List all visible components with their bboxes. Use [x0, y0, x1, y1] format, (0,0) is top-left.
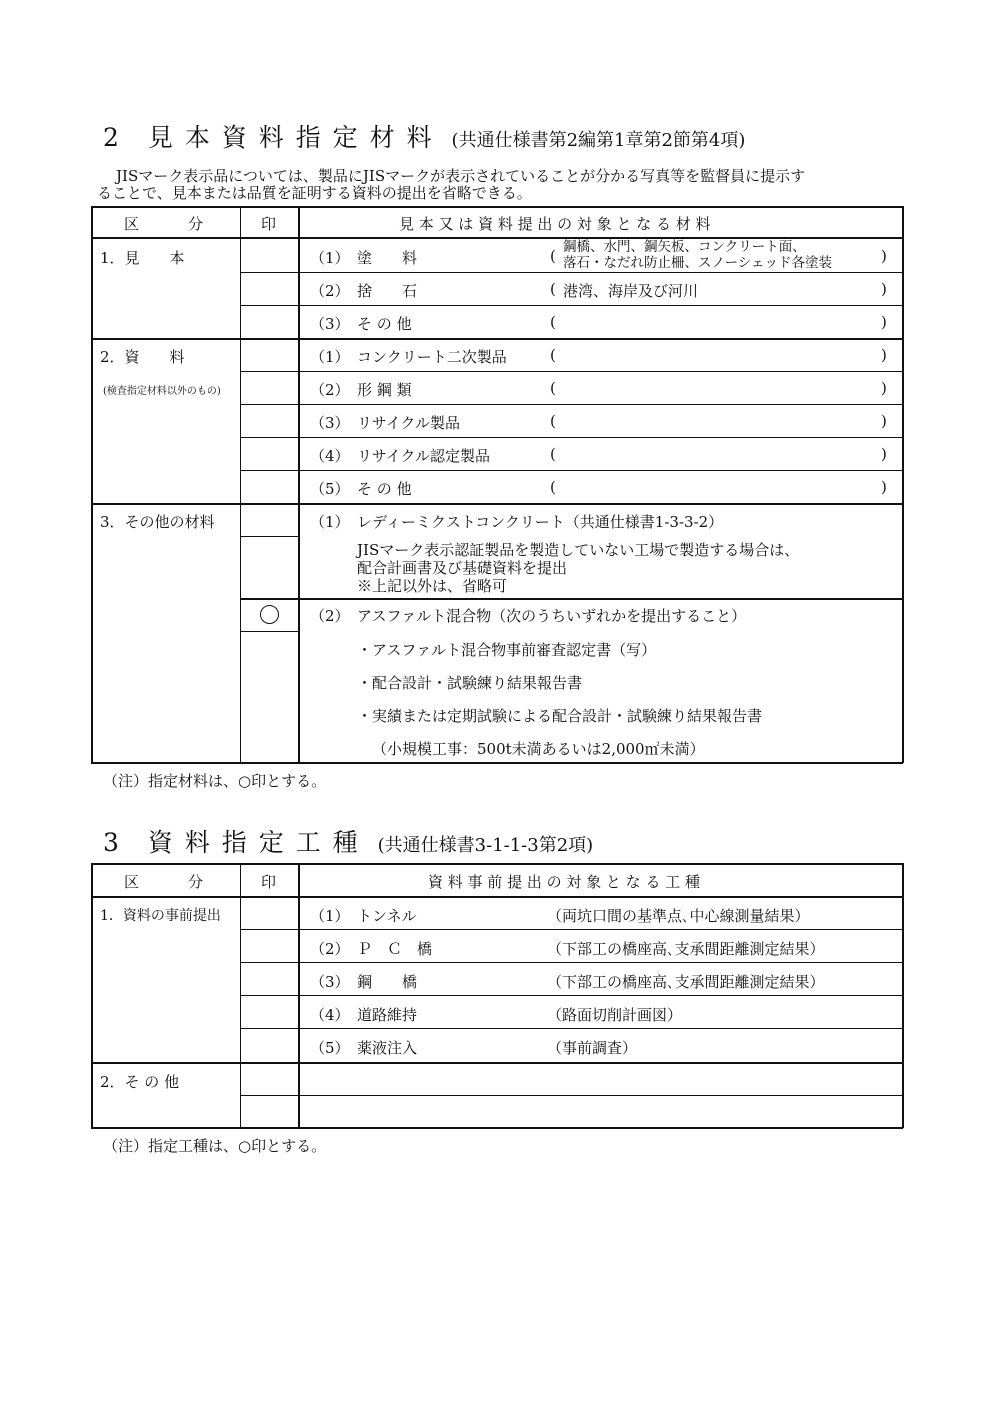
section3-title — [103, 823, 593, 859]
section2-subtitle: (共通仕様書第2編第1章第2節第4項) — [451, 130, 746, 151]
table1-category-3: 3．その他の材料 — [100, 513, 215, 531]
table2-cat1-item4-label: （4） 道路維持 — [310, 1006, 418, 1024]
table1-cat3-item2-note: （小規模工事：500t未満あるいは2,000㎡未満） — [372, 740, 705, 758]
table1-cat1-item1-open-paren: ( — [550, 247, 556, 265]
table2-category-2: 2．そ の 他 — [100, 1073, 180, 1091]
table1-cat3-item2-bullet3: ・実績または定期試験による配合設計・試験練り結果報告書 — [357, 707, 763, 725]
table1-cat1-item2-open-paren: ( — [550, 280, 556, 298]
table2-cat1-item5-note: （事前調査） — [547, 1039, 638, 1057]
table1-cat3-item1-label: （1） レディーミクストコンクリート（共通仕様書1-3-3-2） — [310, 513, 724, 531]
table2-cat1-item1-note: （両坑口間の基準点､中心線測量結果） — [547, 907, 810, 925]
table1-cat2-item5-label: （5） そ の 他 — [310, 480, 412, 498]
table2-category-1: 1．資料の事前提出 — [100, 908, 221, 924]
section2-title-text: 2 見 本 資 料 指 定 材 料 — [103, 123, 434, 152]
table1-cat2-item4-label: （4） リサイクル認定製品 — [310, 447, 490, 465]
table1-cat3-item2-label: （2） アスファルト混合物（次のうちいずれかを提出すること） — [310, 607, 747, 625]
table1-cat1-item1-label: （1） 塗 料 — [310, 249, 418, 267]
table1-category-2-note: (検査指定材料以外のもの) — [103, 386, 221, 397]
table1-cat3-item2-bullet1: ・アスファルト混合物事前審査認定書（写） — [357, 641, 657, 659]
table2-header-target: 資 料 事 前 提 出 の 対 象 と な る 工 種 — [428, 873, 700, 891]
table1-cat1-item2-note: 港湾、海岸及び河川 — [563, 282, 699, 300]
table2-cat1-item3-label: （3） 鋼 橋 — [310, 973, 418, 991]
section3-footnote: （注）指定工種は、○印とする。 — [103, 1137, 327, 1155]
table1-cat1-item2-close-paren: ) — [881, 280, 887, 298]
table1-cat2-item1-open-paren: ( — [550, 346, 556, 364]
table1-category-1: 1．見 本 — [100, 249, 185, 267]
table2-cat1-item4-note: （路面切削計画図） — [547, 1006, 683, 1024]
table2-cat1-item2-note: （下部工の橋座高､支承間距離測定結果） — [547, 940, 825, 958]
table1-cat3-item1-detail3: ※上記以外は、省略可 — [357, 577, 508, 595]
table1-cat1-item3-close-paren: ) — [881, 313, 887, 331]
table1-cat3-item1-detail2: 配合計画書及び基礎資料を提出 — [357, 559, 568, 577]
section2-intro-line2: ることで、見本または品質を証明する資料の提出を省略できる。 — [97, 184, 532, 202]
table1-cat2-item5-open-paren: ( — [550, 478, 556, 496]
table1-cat3-item1-details — [357, 541, 799, 595]
table1-cat2-item2-label: （2） 形 鋼 類 — [310, 381, 412, 399]
section2-intro-line1: JISマーク表示品については、製品にJISマークが表示されていることが分かる写真等を監督員に提示す — [116, 167, 806, 185]
table1-cat1-item3-label: （3） そ の 他 — [310, 315, 412, 333]
section2-footnote: （注）指定材料は、○印とする。 — [103, 772, 327, 790]
table2-header-mark: 印 — [261, 873, 277, 891]
section2-title — [103, 118, 745, 154]
table1-header-target: 見 本 又 は 資 料 提 出 の 対 象 と な る 材 料 — [399, 215, 711, 233]
table1-cat1-item1-note — [563, 239, 832, 271]
designation-circle-mark — [260, 605, 279, 624]
table1-cat1-item3-open-paren: ( — [550, 313, 556, 331]
table1-category-2: 2．資 料 — [100, 348, 185, 366]
table1-cat2-item1-label: （1） コンクリート二次製品 — [310, 348, 507, 366]
table1-header-category: 区 分 — [124, 215, 205, 233]
table1-header-mark: 印 — [261, 215, 277, 233]
table2-cat1-item2-label: （2） Ｐ Ｃ 橋 — [310, 940, 433, 958]
table1-cat2-item2-open-paren: ( — [550, 379, 556, 397]
table1-cat2-item5-close-paren: ) — [881, 478, 887, 496]
table1-cat1-item1-note-line2: 落石・なだれ防止柵、スノーシェッド各塗装 — [563, 255, 833, 271]
table1-cat2-item3-close-paren: ) — [881, 412, 887, 430]
table2-cat1-item3-note: （下部工の橋座高､支承間距離測定結果） — [547, 973, 825, 991]
table1-cat2-item3-open-paren: ( — [550, 412, 556, 430]
table1-cat2-item1-close-paren: ) — [881, 346, 887, 364]
table2-header-category: 区 分 — [124, 873, 205, 891]
table1-cat2-item4-close-paren: ) — [881, 445, 887, 463]
table1-cat1-item1-close-paren: ) — [881, 247, 887, 265]
table2-cat1-item5-label: （5） 薬液注入 — [310, 1039, 418, 1057]
table1-cat1-item2-label: （2） 捨 石 — [310, 282, 418, 300]
table1-cat2-item2-close-paren: ) — [881, 379, 887, 397]
section3-subtitle: (共通仕様書3-1-1-3第2項) — [377, 835, 594, 856]
table2-cat1-item1-label: （1） トンネル — [310, 907, 417, 925]
table1-cat2-item4-open-paren: ( — [550, 445, 556, 463]
section3-title-text: 3 資 料 指 定 工 種 — [103, 828, 360, 857]
table1-cat3-item1-detail1: JISマーク表示認証製品を製造していない工場で製造する場合は、 — [357, 541, 800, 559]
table1-cat1-item1-note-line1: 鋼橋、水門、鋼矢板、コンクリート面、 — [563, 239, 806, 255]
table1-cat3-item2-bullet2: ・配合設計・試験練り結果報告書 — [357, 674, 583, 692]
table1-cat2-item3-label: （3） リサイクル製品 — [310, 414, 460, 432]
